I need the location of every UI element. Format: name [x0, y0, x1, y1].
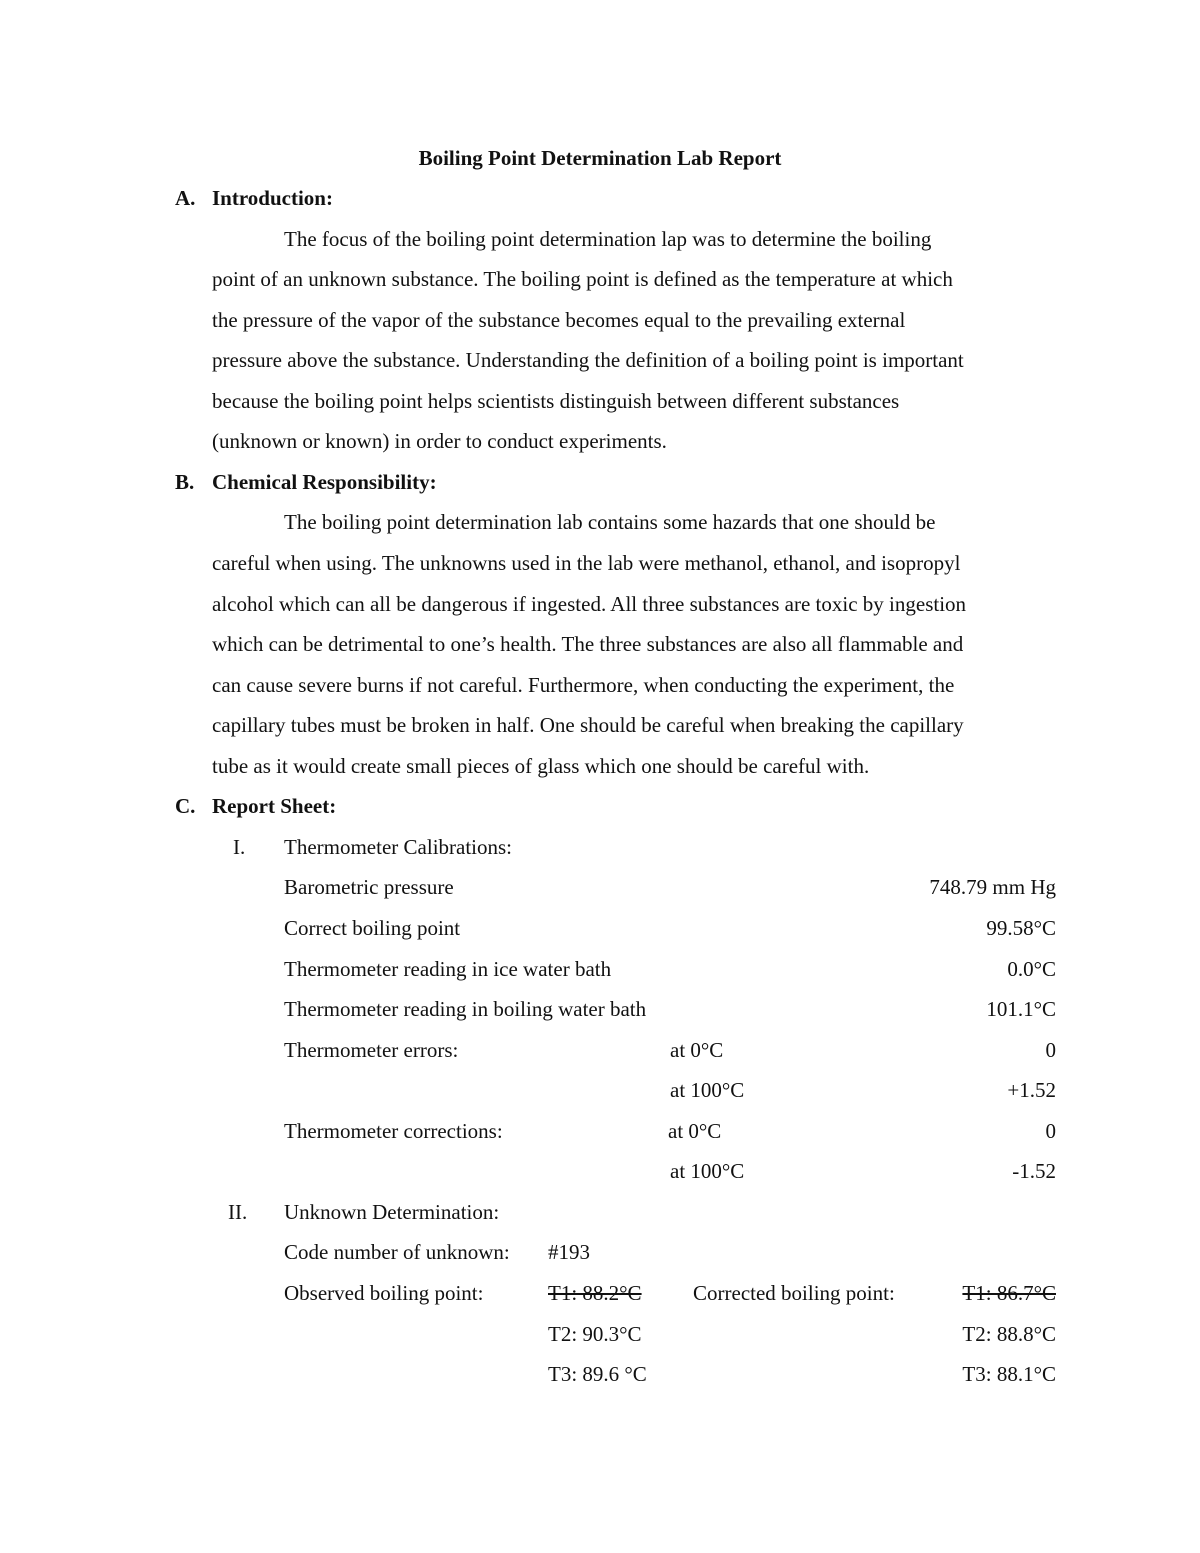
page-title: Boiling Point Determination Lab Report: [418, 146, 782, 170]
correct-bp-label: Correct boiling point: [284, 916, 461, 940]
part-2-numeral: II.: [228, 1200, 248, 1224]
code-number-value: #193: [548, 1240, 590, 1264]
correct-bp-value: 99.58°C: [986, 916, 1056, 940]
corrected-bp-t2: T2: 88.8°C: [962, 1322, 1056, 1346]
section-a-line: pressure above the substance. Understanding the definition of a boiling point is important: [212, 348, 964, 372]
errors-at-0: at 0°C: [670, 1038, 724, 1062]
corrections-at-0: at 0°C: [668, 1119, 722, 1143]
section-b-heading: Chemical Responsibility:: [212, 470, 437, 494]
errors-value-0: 0: [1045, 1038, 1056, 1062]
section-c-letter: C.: [175, 794, 196, 818]
section-b-line: The boiling point determination lab contains some hazards that one should be: [284, 510, 936, 534]
ice-bath-value: 0.0°C: [1007, 957, 1056, 981]
section-b-line: capillary tubes must be broken in half. One should be careful when breaking the capillary: [212, 713, 964, 737]
boiling-bath-label: Thermometer reading in boiling water bath: [284, 997, 647, 1021]
section-a-line: (unknown or known) in order to conduct experiments.: [212, 429, 667, 453]
errors-label: Thermometer errors:: [284, 1038, 459, 1062]
corrected-bp-label: Corrected boiling point:: [693, 1281, 895, 1305]
observed-bp-label: Observed boiling point:: [284, 1281, 484, 1305]
section-a-line: point of an unknown substance. The boiling point is defined as the temperature at which: [212, 267, 953, 291]
errors-at-100: at 100°C: [670, 1078, 745, 1102]
observed-bp-t2: T2: 90.3°C: [548, 1322, 642, 1346]
barometric-value: 748.79 mm Hg: [929, 875, 1056, 899]
section-b-letter: B.: [175, 470, 195, 494]
errors-value-100: +1.52: [1007, 1078, 1056, 1102]
barometric-label: Barometric pressure: [284, 875, 454, 899]
corrected-bp-t1: T1: 86.7°C: [962, 1281, 1056, 1305]
corrections-value-100: -1.52: [1012, 1159, 1056, 1183]
section-a-heading: Introduction:: [212, 186, 333, 210]
section-a-line: the pressure of the vapor of the substance becomes equal to the prevailing external: [212, 308, 906, 332]
observed-bp-t1: T1: 88.2°C: [548, 1281, 642, 1305]
section-c-heading: Report Sheet:: [212, 794, 337, 818]
section-b-line: careful when using. The unknowns used in the lab were methanol, ethanol, and isopropyl: [212, 551, 961, 575]
section-a-line: because the boiling point helps scientists distinguish between different substances: [212, 389, 900, 413]
corrections-at-100: at 100°C: [670, 1159, 745, 1183]
code-number-label: Code number of unknown:: [284, 1240, 510, 1264]
section-a-line: The focus of the boiling point determination lap was to determine the boiling: [284, 227, 932, 251]
corrected-bp-t3: T3: 88.1°C: [962, 1362, 1056, 1386]
observed-bp-t3: T3: 89.6 °C: [548, 1362, 647, 1386]
corrections-label: Thermometer corrections:: [284, 1119, 503, 1143]
corrections-value-0: 0: [1045, 1119, 1056, 1143]
part-1-numeral: I.: [233, 835, 246, 859]
section-b-line: which can be detrimental to one’s health. The three substances are also all flammable and: [212, 632, 964, 656]
part-2-heading: Unknown Determination:: [284, 1200, 500, 1224]
part-1-heading: Thermometer Calibrations:: [284, 835, 513, 859]
section-b-line: can cause severe burns if not careful. Furthermore, when conducting the experiment, the: [212, 673, 955, 697]
ice-bath-label: Thermometer reading in ice water bath: [284, 957, 612, 981]
section-b-line: alcohol which can all be dangerous if ingested. All three substances are toxic by ingestion: [212, 592, 967, 616]
boiling-bath-value: 101.1°C: [986, 997, 1056, 1021]
section-b-line: tube as it would create small pieces of glass which one should be careful with.: [212, 754, 870, 778]
section-a-letter: A.: [175, 186, 196, 210]
